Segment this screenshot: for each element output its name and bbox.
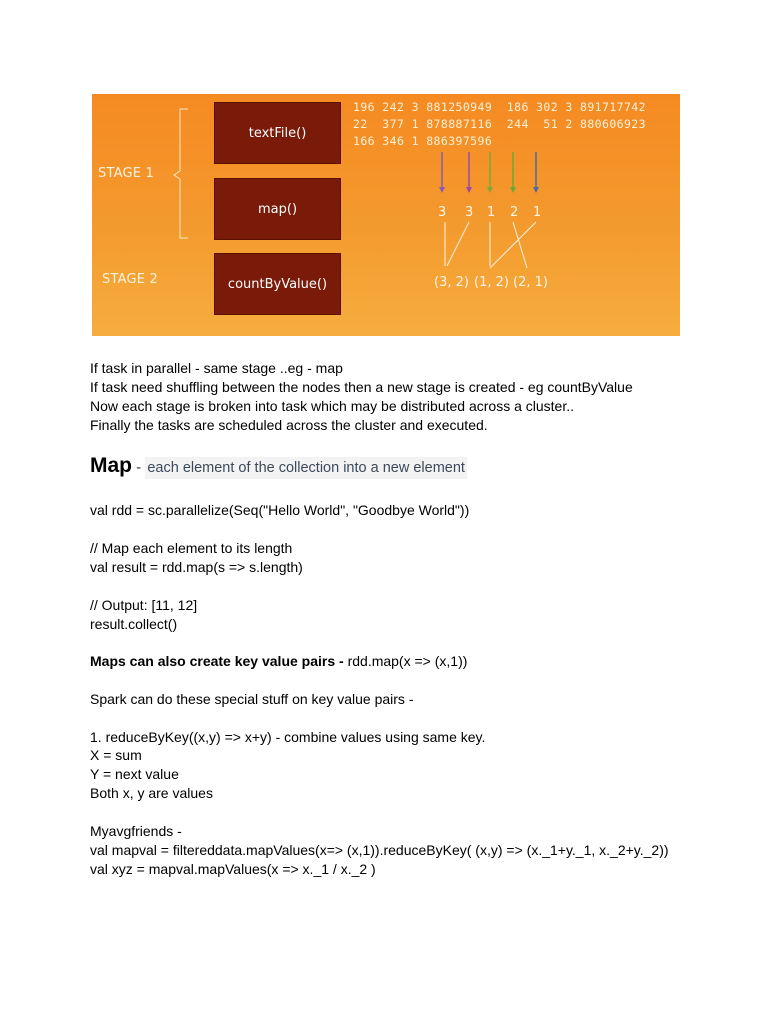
stage2-label: STAGE 2 (102, 272, 158, 287)
text-line: Both x, y are values (90, 785, 213, 801)
count-pair: (1, 2) (474, 275, 509, 290)
mapped-value: 1 (533, 205, 542, 220)
map-heading-separator: - (132, 459, 146, 476)
key-value-note (90, 652, 467, 670)
key-value-note-code: rdd.map(x => (x,1)) (347, 653, 468, 669)
stage1-bracket (174, 109, 188, 238)
text-line: Y = next value (90, 766, 179, 782)
note-line: Now each stage is broken into task which may be distributed across a cluster.. (90, 398, 575, 414)
note-line: If task in parallel - same stage ..eg - map (90, 360, 343, 376)
note-line: If task need shuffling between the nodes then a new stage is created - eg countByValue (90, 379, 633, 395)
countbyvalue-op-box: countByValue() (214, 253, 341, 315)
shuffle-arrow-4 (513, 222, 527, 268)
text-line: Myavgfriends - (90, 823, 182, 839)
key-value-note-bold: Maps can also create key value pairs - (90, 653, 348, 669)
arrowhead-2 (466, 187, 472, 193)
code-line: val xyz = mapval.mapValues(x => x._1 / x._2 ) (90, 861, 376, 877)
shuffle-arrow-2 (447, 222, 469, 266)
data-line-3: 166 346 1 886397596 (353, 134, 493, 148)
code-line: result.collect() (90, 616, 178, 632)
arrowhead-1 (439, 187, 445, 193)
shuffle-arrow-5 (490, 222, 536, 268)
mapped-value: 3 (438, 205, 447, 220)
text-line: Spark can do these special stuff on key value pairs - (90, 691, 414, 707)
map-heading-description: each element of the collection into a new element (145, 457, 467, 479)
textfile-op-box: textFile() (214, 102, 341, 164)
code-line: val result = rdd.map(s => s.length) (90, 559, 303, 575)
text-line: 1. reduceByKey((x,y) => x+y) - combine values using same key. (90, 729, 486, 745)
arrowhead-4 (510, 187, 516, 193)
arrowhead-3 (487, 187, 493, 193)
spark-stages-figure (92, 94, 680, 336)
code-comment: // Output: [11, 12] (90, 597, 198, 613)
note-line: Finally the tasks are scheduled across the cluster and executed. (90, 417, 488, 433)
stage1-label: STAGE 1 (98, 166, 154, 181)
mapped-value: 2 (510, 205, 519, 220)
map-heading-title: Map (90, 454, 132, 477)
map-section-heading (90, 454, 467, 478)
data-line-1: 196 242 3 881250949 186 302 3 891717742 (353, 100, 646, 114)
code-line: val rdd = sc.parallelize(Seq("Hello World", "Goodbye World")) (90, 502, 470, 518)
mapped-value: 3 (465, 205, 474, 220)
mapped-value: 1 (487, 205, 496, 220)
arrowhead-5 (533, 187, 539, 193)
count-pair: (2, 1) (513, 275, 548, 290)
code-line: val mapval = filtereddata.mapValues(x=> (x,1)).reduceByKey( (x,y) => (x._1+y._1, x._2+y._2)) (90, 842, 669, 858)
text-line: X = sum (90, 747, 142, 763)
map-op-box: map() (214, 178, 341, 240)
count-pair: (3, 2) (434, 275, 469, 290)
data-line-2: 22 377 1 878887116 244 51 2 880606923 (353, 117, 646, 131)
code-comment: // Map each element to its length (90, 540, 293, 556)
